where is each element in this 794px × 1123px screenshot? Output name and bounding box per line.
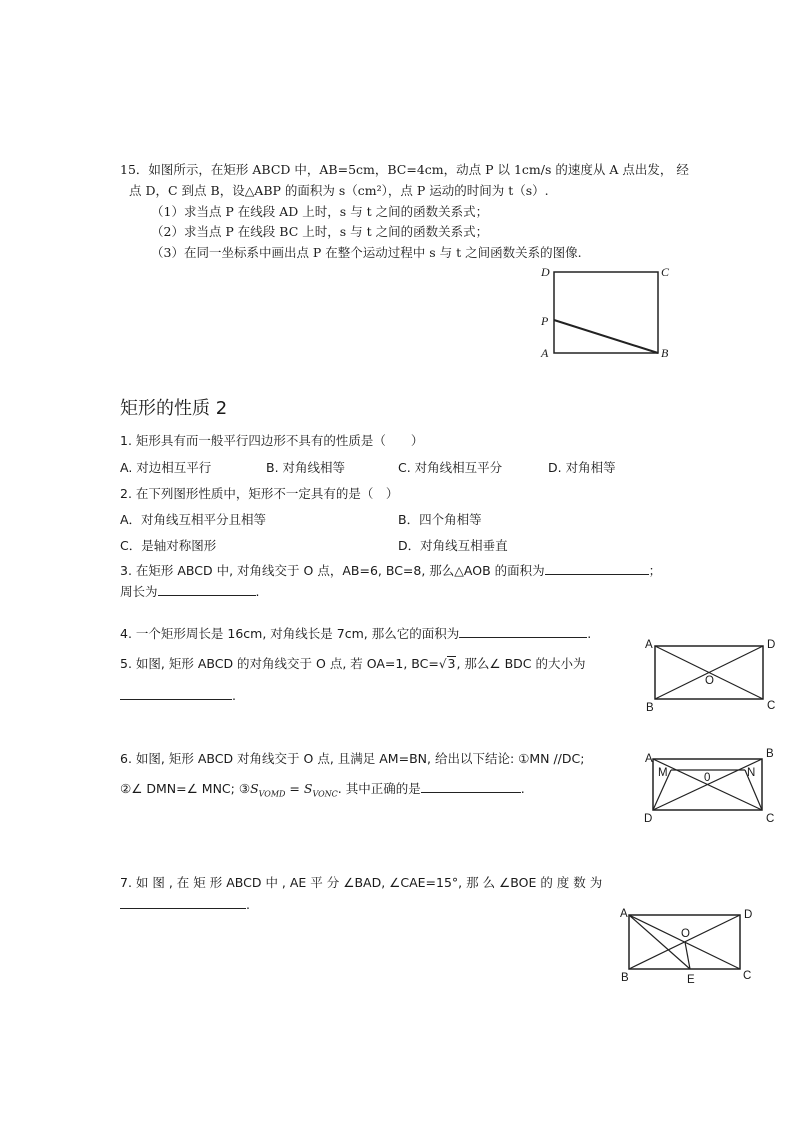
q6-label-m: M	[658, 767, 668, 779]
q6-sub2: VONC	[312, 789, 338, 799]
q15-label-p: P	[541, 314, 549, 328]
q4-end: .	[587, 626, 592, 641]
q1-option-a: A. 对边相互平行	[120, 460, 212, 475]
q6-label-n: N	[747, 767, 756, 779]
q7-label-b: B	[621, 972, 629, 984]
q6-s2: S	[303, 781, 313, 796]
q1-option-c: C. 对角线相互平分	[398, 460, 503, 475]
q6-line2-a: ②∠ DMN=∠ MNC; ③	[120, 781, 251, 796]
q3-line2-end: .	[255, 584, 260, 599]
q1-stem: 1. 矩形具有而一般平行四边形不具有的性质是（ ）	[120, 433, 424, 448]
q15-sub2: （2）求当点 P 在线段 BC 上时，s 与 t 之间的函数关系式；	[151, 224, 489, 239]
q6-label-o: 0	[704, 772, 711, 784]
q7-label-d: D	[744, 909, 753, 921]
q15-label-d: D	[541, 265, 550, 279]
q2-option-d: D．对角线互相垂直	[398, 538, 508, 553]
q6-label-b: B	[766, 748, 774, 760]
q15-sub3: （3）在同一坐标系中画出点 P 在整个运动过程中 s 与 t 之间函数关系的图像.	[151, 245, 582, 260]
q5-sqrt-value: 3	[447, 656, 456, 671]
q5-label-b: B	[646, 702, 654, 714]
q6-label-c: C	[766, 813, 775, 825]
q15-line2: 点 D，C 到点 B，设△ABP 的面积为 s（cm²），点 P 运动的时间为 t（s）.	[129, 183, 549, 198]
q6-eq: =	[285, 781, 304, 796]
q7-line1: 7. 如 图 , 在 矩 形 ABCD 中 , AE 平 分 ∠BAD, ∠CAE=15°, 那 么 ∠BOE 的 度 数 为	[120, 875, 603, 890]
q7-end: .	[246, 897, 250, 912]
q2-stem: 2. 在下列图形性质中，矩形不一定具有的是（ ）	[120, 486, 399, 501]
q3-line1-end: ；	[648, 563, 662, 578]
q5-end: .	[232, 688, 236, 703]
section-title: 矩形的性质 2	[120, 398, 228, 419]
q6-line2-b: . 其中正确的是	[337, 781, 421, 796]
q2-option-c: C．是轴对称图形	[120, 538, 217, 553]
q5-text-b: , 那么∠ BDC 的大小为	[456, 656, 586, 671]
q15-label-b: B	[661, 346, 669, 360]
q3-line2-text: 周长为	[120, 584, 158, 599]
q3-line1-text: 3. 在矩形 ABCD 中, 对角线交于 O 点，AB=6, BC=8, 那么△AOB 的面积为	[120, 563, 545, 578]
q4-text: 4. 一个矩形周长是 16cm, 对角线长是 7cm, 那么它的面积为	[120, 626, 460, 641]
q7-label-e: E	[687, 974, 695, 986]
q2-option-a: A．对角线互相平分且相等	[120, 512, 267, 527]
q6-line1: 6. 如图, 矩形 ABCD 对角线交于 O 点, 且满足 AM=BN, 给出以下结论: ①MN //DC;	[120, 751, 585, 766]
q7-label-o: O	[681, 928, 690, 940]
q15-line1: 15．如图所示，在矩形 ABCD 中，AB=5cm，BC=4cm，动点 P 以 1cm/s 的速度从 A 点出发， 经	[120, 162, 689, 177]
q7-label-a: A	[620, 908, 628, 920]
q6-s1: S	[250, 781, 259, 796]
q2-option-b: B．四个角相等	[398, 512, 482, 527]
q1-option-d: D. 对角相等	[548, 460, 616, 475]
q15-label-a: A	[541, 346, 549, 360]
q5-label-d: D	[767, 639, 776, 651]
q15-label-c: C	[661, 265, 670, 279]
q6-end: .	[520, 781, 525, 796]
q5-label-a: A	[645, 639, 653, 651]
q5-label-c: C	[767, 700, 776, 712]
q5-label-o: O	[705, 675, 714, 687]
q1-option-b: B. 对角线相等	[266, 460, 346, 475]
q5-line: 5. 如图, 矩形 ABCD 的对角线交于 O 点, 若 OA=1, BC=√3, 那么∠ BDC 的大小为	[120, 656, 586, 671]
q6-sub1: VOMD	[258, 789, 286, 799]
q7-label-c: C	[743, 970, 752, 982]
q5-text-a: 5. 如图, 矩形 ABCD 的对角线交于 O 点, 若 OA=1, BC=	[120, 656, 439, 671]
q6-label-a: A	[645, 753, 653, 765]
q6-label-d: D	[644, 813, 653, 825]
q15-sub1: （1）求当点 P 在线段 AD 上时，s 与 t 之间的函数关系式；	[151, 204, 489, 219]
